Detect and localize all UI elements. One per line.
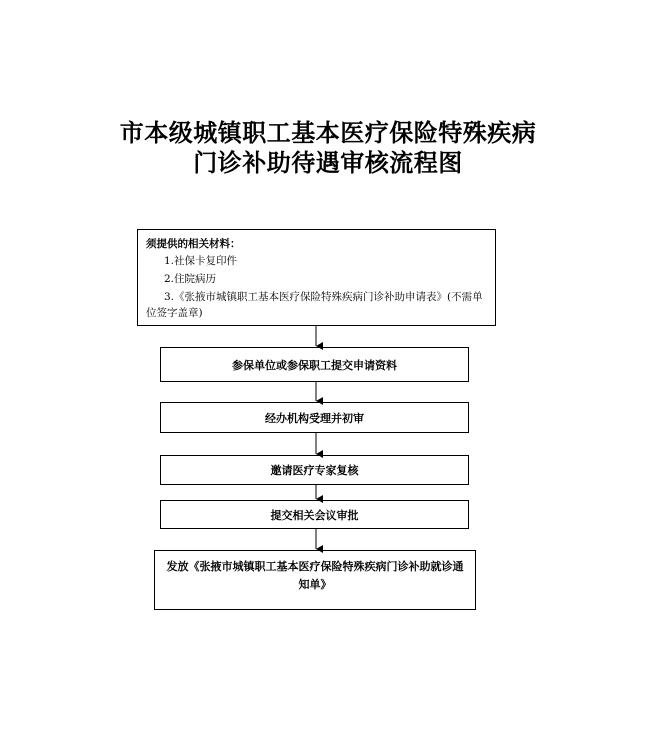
step-label: 提交相关会议审批 <box>270 508 359 522</box>
step-label: 发放《张掖市城镇职工基本医疗保险特殊疾病门诊补助就诊通知单》 <box>166 560 464 591</box>
title-line-2: 门诊补助待遇审核流程图 <box>193 148 463 177</box>
step-label: 参保单位或参保职工提交申请资料 <box>232 358 397 372</box>
material-item: 3.《张掖市城镇职工基本医疗保险特殊疾病门诊补助申请表》(不需单位签字盖章) <box>146 291 483 319</box>
title-line-1: 市本级城镇职工基本医疗保险特殊疾病 <box>119 118 537 147</box>
material-item: 1.社保卡复印件 <box>164 255 238 267</box>
material-item: 2.住院病历 <box>164 273 217 285</box>
step-label: 邀请医疗专家复核 <box>270 464 359 477</box>
step-label: 经办机构受理并初审 <box>265 411 364 425</box>
materials-heading: 须提供的相关材料： <box>146 238 241 250</box>
